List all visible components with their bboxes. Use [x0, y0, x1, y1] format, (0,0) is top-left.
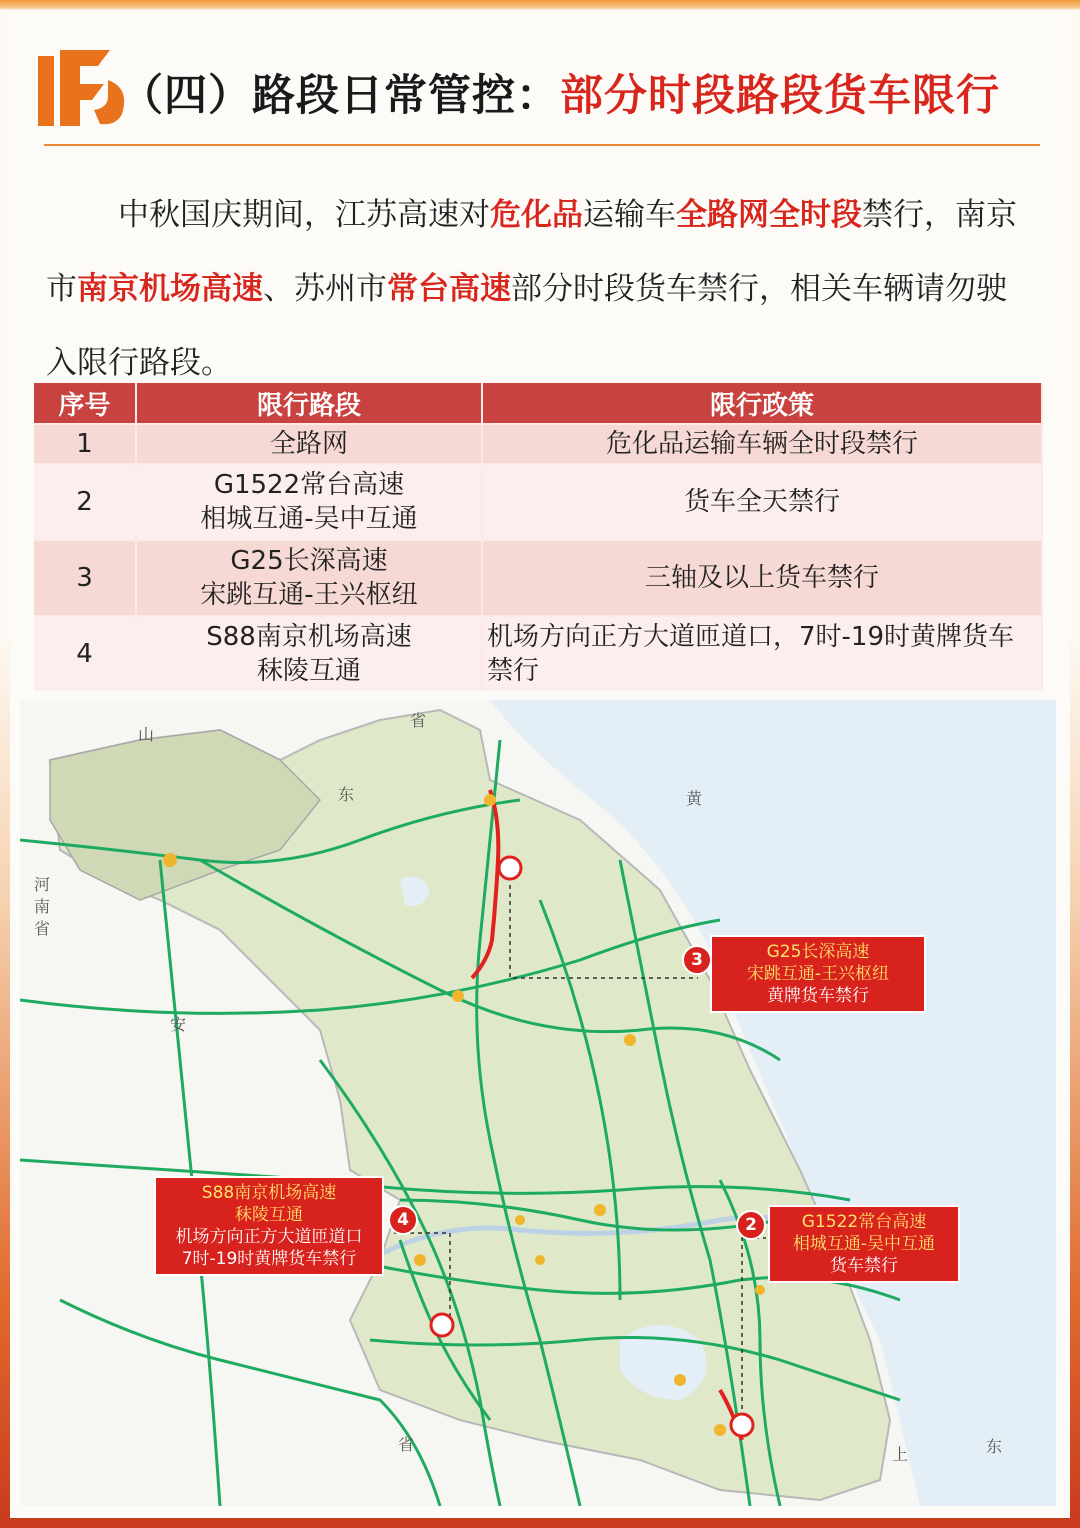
row-road: S88南京机场高速 秣陵互通	[136, 616, 482, 691]
callout-line: S88南京机场高速	[201, 1183, 337, 1203]
intro-paragraph	[46, 178, 1036, 400]
callout-line: 宋跳互通-王兴枢纽	[746, 964, 890, 984]
callout-number-badge: 4	[388, 1205, 418, 1235]
row-road: G25长深高速 宋跳互通-王兴枢纽	[136, 540, 482, 616]
paragraph-highlight: 南京机场高速	[77, 271, 263, 307]
callout-number-badge: 3	[682, 945, 712, 975]
page-title	[120, 62, 1000, 123]
paragraph-text: 部分时段货车禁行，相关车辆请勿驶入限行路段。	[46, 271, 1007, 381]
map-graphic	[20, 700, 1056, 1506]
callout-g25	[710, 935, 926, 1013]
callout-line: G25长深高速	[766, 942, 870, 962]
paragraph-text: 运输车	[583, 197, 676, 233]
callout-line: 秣陵互通	[235, 1205, 303, 1225]
paragraph-text: 禁行，南京市	[46, 197, 1017, 307]
paragraph-highlight: 全路网全时段	[676, 197, 862, 233]
table-header-policy: 限行政策	[482, 383, 1042, 424]
table-header-road: 限行路段	[136, 383, 482, 424]
table-row	[34, 464, 1042, 540]
title-divider	[44, 144, 1040, 146]
row-number: 3	[34, 540, 136, 616]
title-prefix: （四）路段日常管控：	[120, 71, 560, 121]
row-policy: 机场方向正方大道匝道口，7时-19时黄牌货车禁行	[482, 616, 1042, 691]
region-label: 南	[34, 897, 51, 916]
callout-line: 机场方向正方大道匝道口	[175, 1227, 363, 1247]
jiangsu-highway-map	[20, 700, 1056, 1506]
row-road: G1522常台高速 相城互通-吴中互通	[136, 464, 482, 540]
region-label: 省	[410, 711, 427, 730]
callout-number-badge: 2	[736, 1210, 766, 1240]
table-row	[34, 616, 1042, 691]
region-label: 省	[34, 919, 51, 938]
region-label: 省	[398, 1435, 415, 1454]
region-label: 山	[138, 725, 155, 744]
region-label: 东	[338, 785, 355, 804]
callout-g1522	[768, 1205, 960, 1283]
row-road: 全路网	[136, 424, 482, 464]
callout-line: 7时-19时黄牌货车禁行	[181, 1249, 357, 1269]
callout-line: G1522常台高速	[801, 1212, 927, 1232]
region-label: 黄	[686, 789, 703, 808]
region-label: 河	[34, 875, 51, 894]
paragraph-highlight: 常台高速	[387, 271, 511, 307]
section-logo-icon	[38, 44, 130, 126]
callout-line: 货车禁行	[830, 1256, 898, 1276]
row-policy: 货车全天禁行	[482, 464, 1042, 540]
paragraph-highlight: 危化品	[490, 197, 583, 233]
restriction-table	[34, 383, 1043, 691]
row-policy: 三轴及以上货车禁行	[482, 540, 1042, 616]
callout-s88	[154, 1176, 384, 1276]
region-label: 安	[170, 1015, 187, 1034]
table-row	[34, 424, 1042, 464]
table-header-no: 序号	[34, 383, 136, 424]
row-policy: 危化品运输车辆全时段禁行	[482, 424, 1042, 464]
paragraph-text: 中秋国庆期间，江苏高速对	[118, 197, 490, 233]
region-label: 东	[986, 1437, 1003, 1456]
callout-line: 黄牌货车禁行	[767, 986, 869, 1006]
row-number: 1	[34, 424, 136, 464]
row-number: 2	[34, 464, 136, 540]
region-label: 上	[892, 1445, 909, 1464]
row-number: 4	[34, 616, 136, 691]
table-row	[34, 540, 1042, 616]
paragraph-text: 、苏州市	[263, 271, 387, 307]
title-highlight: 部分时段路段货车限行	[560, 71, 1000, 121]
callout-line: 相城互通-吴中互通	[792, 1234, 936, 1254]
